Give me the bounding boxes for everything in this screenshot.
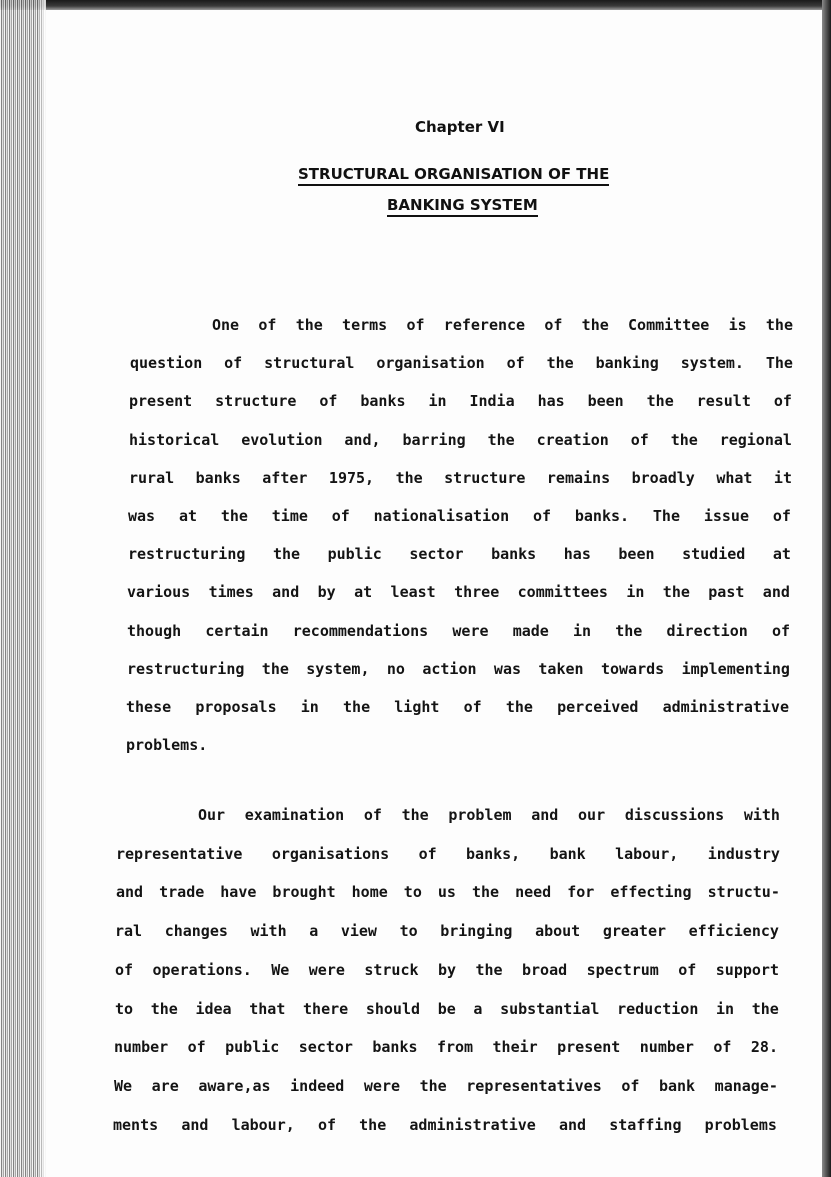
text-line: present structure of banks in India has been the result of	[129, 392, 792, 410]
chapter-title-line-1: STRUCTURAL ORGANISATION OF THE	[298, 165, 609, 186]
text-line: rural banks after 1975, the structure remains broadly what it	[129, 469, 792, 487]
text-line: We are aware,as indeed were the representatives of bank manage-	[114, 1077, 778, 1095]
book-edge-top	[0, 0, 831, 10]
text-line: Our examination of the problem and our discussions with	[198, 806, 780, 824]
text-line: ments and labour, of the administrative and staffing problems	[113, 1116, 777, 1134]
text-line: various times and by at least three committees in the past and	[127, 583, 790, 601]
text-line: One of the terms of reference of the Committee is the	[212, 316, 793, 334]
text-line: and trade have brought home to us the need for effecting structu-	[116, 883, 780, 901]
text-line: historical evolution and, barring the creation of the regional	[129, 431, 792, 449]
book-edge-right	[822, 0, 831, 1177]
text-line: number of public sector banks from their present number of 28.	[114, 1038, 778, 1056]
text-line: problems.	[126, 736, 208, 754]
book-page-edges	[0, 0, 46, 1177]
text-line: to the idea that there should be a substantial reduction in the	[115, 1000, 779, 1018]
text-line: these proposals in the light of the perceived administrative	[126, 698, 789, 716]
text-line: restructuring the system, no action was taken towards implementing	[127, 660, 790, 678]
text-line: was at the time of nationalisation of banks. The issue of	[128, 507, 791, 525]
chapter-heading: Chapter VI	[415, 118, 505, 136]
text-line: though certain recommendations were made in the direction of	[127, 622, 790, 640]
text-line: restructuring the public sector banks has been studied at	[128, 545, 791, 563]
text-line: ral changes with a view to bringing about greater efficiency	[115, 922, 779, 940]
text-line: question of structural organisation of the banking system. The	[130, 354, 793, 372]
text-line: representative organisations of banks, bank labour, industry	[116, 845, 780, 863]
chapter-title-line-2: BANKING SYSTEM	[387, 196, 538, 217]
text-line: of operations. We were struck by the broad spectrum of support	[115, 961, 779, 979]
